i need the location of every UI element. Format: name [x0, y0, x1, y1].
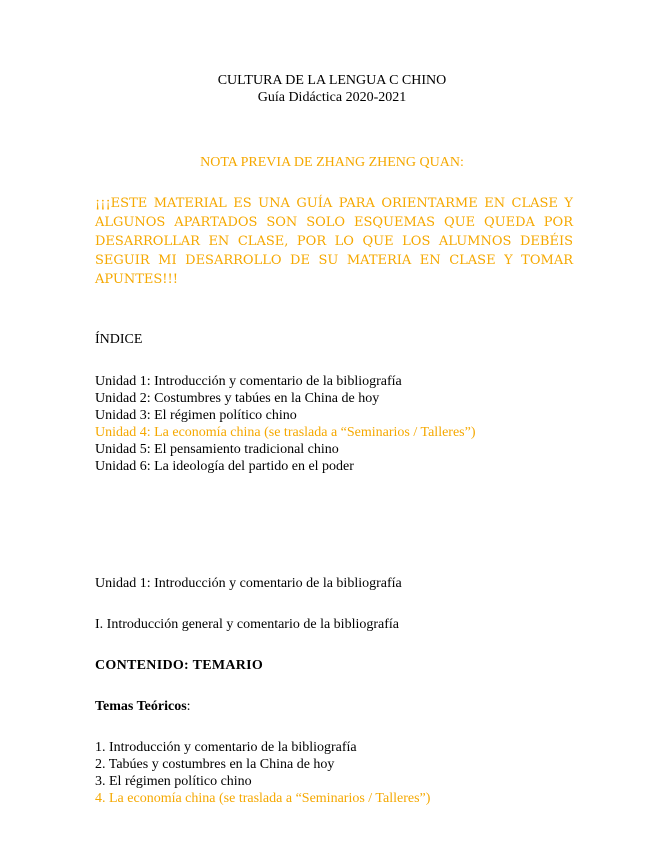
- document-header: [0, 72, 664, 106]
- topic-item-highlighted: 4. La economía china (se traslada a “Seminarios / Talleres”): [95, 791, 431, 806]
- index-item: Unidad 5: El pensamiento tradicional chino: [95, 442, 339, 457]
- index-item: Unidad 3: El régimen político chino: [95, 408, 297, 423]
- contenido-line: CONTENIDO: TEMARIO: [95, 658, 264, 673]
- unit1-heading: Unidad 1: Introducción y comentario de la bibliografía: [95, 576, 402, 591]
- unit1-section-title: I. Introducción general y comentario de la bibliografía: [95, 617, 399, 632]
- index-item-highlighted: Unidad 4: La economía china (se traslada a “Seminarios / Talleres”): [95, 425, 476, 440]
- index-heading: ÍNDICE: [95, 332, 143, 347]
- note-title: NOTA PREVIA DE ZHANG ZHENG QUAN:: [200, 155, 464, 170]
- contenido-value: TEMARIO: [192, 658, 264, 673]
- topic-item: 3. El régimen político chino: [95, 774, 252, 789]
- index-item: Unidad 6: La ideología del partido en el poder: [95, 459, 354, 474]
- temas-label: Temas Teóricos: [95, 699, 187, 714]
- index-item: Unidad 2: Costumbres y tabúes en la China de hoy: [95, 391, 380, 406]
- note-body: ¡¡¡ESTE MATERIAL ES UNA GUÍA PARA ORIENTARME EN CLASE Y ALGUNOS APARTADOS SON SOLO ESQUEMAS QUE QUEDA POR DESARROLLAR EN CLASE, POR LO QUE LOS ALUMNOS DEBÉIS SEGUIR MI DESARROLLO DE SU MATERIA EN CLASE Y TOMAR APUNTES!!!: [95, 196, 573, 287]
- topic-item: 2. Tabúes y costumbres en la China de hoy: [95, 757, 335, 772]
- course-subtitle: Guía Didáctica 2020-2021: [257, 90, 407, 105]
- index-list: [95, 373, 573, 475]
- contenido-label: CONTENIDO: [95, 658, 185, 673]
- index-item: Unidad 1: Introducción y comentario de la bibliografía: [95, 374, 402, 389]
- course-title: CULTURA DE LA LENGUA C CHINO: [217, 73, 447, 88]
- temas-line: Temas Teóricos:: [95, 699, 191, 714]
- topic-item: 1. Introducción y comentario de la bibliografía: [95, 740, 357, 755]
- topics-list: [95, 739, 573, 807]
